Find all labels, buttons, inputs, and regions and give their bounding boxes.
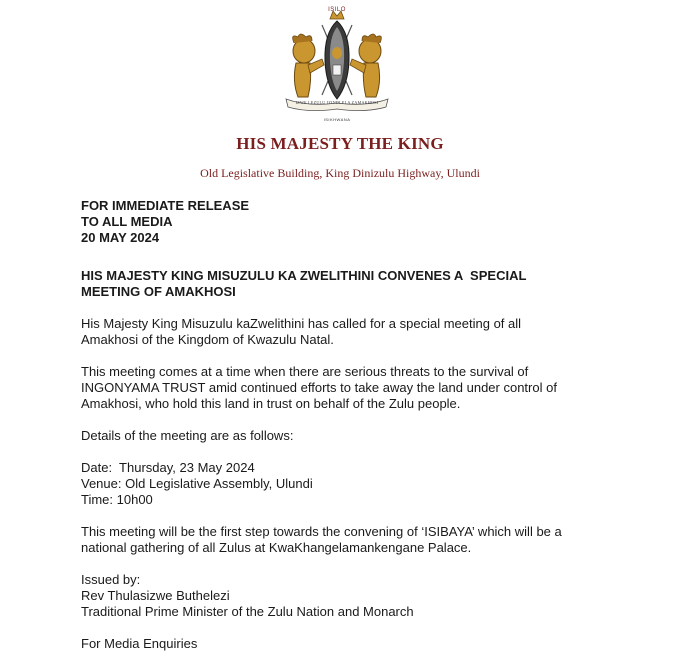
- crest-top-label: ISILO: [328, 7, 346, 13]
- crest-emblem-icon: [278, 3, 396, 123]
- paragraph-2-line-2: INGONYAMA TRUST amid continued efforts to take away the land under control of: [81, 380, 557, 395]
- release-type: FOR IMMEDIATE RELEASE: [81, 198, 250, 213]
- left-lion-icon: [293, 34, 324, 97]
- letterhead-title: HIS MAJESTY THE KING: [236, 134, 444, 153]
- press-release-body: [81, 198, 641, 652]
- paragraph-3: Details of the meeting are as follows:: [81, 428, 294, 443]
- right-lion-icon: [350, 34, 381, 97]
- royal-crest: [278, 3, 396, 123]
- paragraph-1-line-1: His Majesty King Misuzulu kaZwelithini has called for a special meeting of all: [81, 316, 522, 331]
- release-audience: TO ALL MEDIA: [81, 214, 173, 229]
- issuer-title: Traditional Prime Minister of the Zulu Nation and Monarch: [81, 604, 414, 619]
- meeting-date: Date: Thursday, 23 May 2024: [81, 460, 255, 475]
- paragraph-4-line-1: This meeting will be the first step towards the convening of ‘ISIBAYA’ which will be a: [81, 524, 562, 539]
- paragraph-2-line-3: Amakhosi, who hold this land in trust on behalf of the Zulu people.: [81, 396, 461, 411]
- paragraph-2-line-1: This meeting comes at a time when there are serious threats to the survival of: [81, 364, 529, 379]
- meeting-venue: Venue: Old Legislative Assembly, Ulundi: [81, 476, 313, 491]
- issued-by-label: Issued by:: [81, 572, 141, 587]
- paragraph-1-line-2: Amakhosi of the Kingdom of Kwazulu Natal.: [81, 332, 334, 347]
- crest-bottom-label: ISIKHWANA: [323, 117, 351, 122]
- meeting-time: Time: 10h00: [81, 492, 153, 507]
- issuer-name: Rev Thulasizwe Buthelezi: [81, 588, 230, 603]
- letterhead-address: Old Legislative Building, King Dinizulu Highway, Ulundi: [200, 166, 480, 180]
- headline-line-1: HIS MAJESTY KING MISUZULU KA ZWELITHINI CONVENES A SPECIAL: [81, 268, 527, 283]
- shield-icon: [325, 21, 349, 99]
- release-date: 20 MAY 2024: [81, 230, 160, 245]
- crest-banner-motto: IZWE LEZULU IZINDLELA ZAMAKHOSI: [295, 100, 379, 105]
- media-enquiries-label: For Media Enquiries: [81, 636, 198, 651]
- headline-line-2: MEETING OF AMAKHOSI: [81, 284, 236, 299]
- paragraph-4-line-2: national gathering of all Zulus at KwaKhangelamankengane Palace.: [81, 540, 472, 555]
